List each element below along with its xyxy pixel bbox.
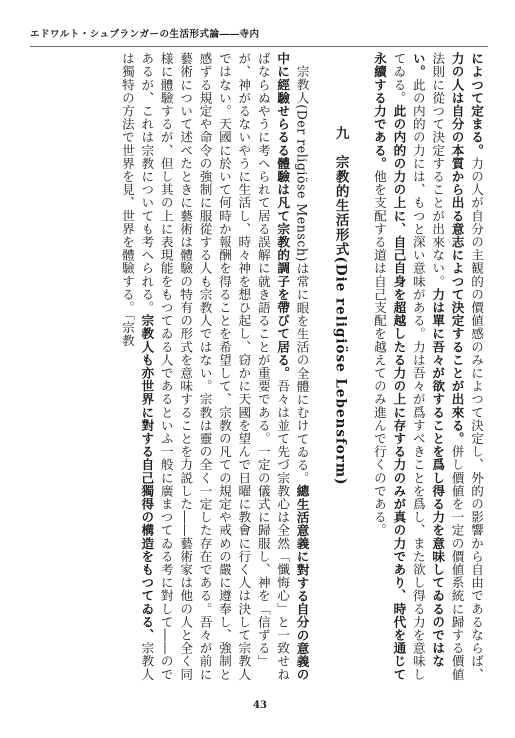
text-run: 他を支配する道は自己支配を越えてのみ進んで行くのである。 [371, 169, 387, 537]
page-number: 43 [253, 700, 267, 711]
text-run: 一定の儀式に歸服し、神を「信ずる」が、神がるないやうに生活し、時々神を想ひ起し、窃かに天國を望んで日曜に教會に行く人は決して宗教人ではない。 [216, 52, 271, 681]
text-run: 天國に於いて何時か報酬を得ることを希望して、宗教の凡ての規定や戒めの嚴に遵奉し、強制と感ずる規定や命令の強制に服從する人も宗教人ではない。 [197, 52, 232, 681]
text-run: 宗教人は獨特の方法で世界を見、世界を體驗する。「宗教 [119, 52, 155, 681]
text-run: 總生活意義に對する自分の意義の中に經驗せらるる體驗は凡て宗教的調子を帶びて居る。 [275, 52, 310, 681]
section-heading: 九 宗教的生活形式(Die religiöse Lebensform) [332, 126, 349, 486]
paragraph-religious [118, 52, 312, 682]
text-run: 宗教人も亦世界に對する自己獨得の構造をもつてゐる、 [139, 314, 155, 642]
text-run: 吾々は並て先づ宗教心は全然「懺悔心」と一致せねばならぬやうに考へられて居る誤解に就き語ることが重要である。 [255, 52, 291, 681]
text-run: 力の人は自分の本質から出る意志によつて決定することが出來る。 [449, 52, 465, 445]
text-run: によつて定まる。 [469, 52, 484, 157]
text-run: 此の内的の力の上に、自己自身を超越したる力の上に存する力のみが真の力であり、時代を通じて永續する力である。 [371, 52, 407, 681]
text-run: 宗教人(Der religiöse Mensch)は常に眼を生活の全體にむけてゐる。 [294, 64, 310, 485]
text-run: 併し價値を一定の價値系統に歸する價値法則に從つて決定することが出來ない。 [430, 52, 465, 681]
text-run: 宗教は靈の全く一定した存在である。吾々が前に藝術について述べたときに藝術は體驗の特有の形式を意味することを力説した――藝術家は他の人と全く同様に體驗するが、但し其の上に表現能をもつてゐる人であるといふ一般に廣まつてゐる考に對して――のであるが、これは宗教についても考へられる。 [139, 52, 213, 681]
text-run: 力は單に吾々が欲することを爲し得る力を意味してゐるのではない。 [410, 52, 446, 668]
header-rule [30, 46, 488, 47]
text-run: 力の人が自分の主観的の價値感のみによつて決定し、外的の影響から自由であるならば、 [469, 156, 484, 681]
running-header: エドワルト・シュプランガーの生活形式論――寺内 [30, 29, 260, 40]
body-text [40, 52, 486, 682]
paragraph-power [370, 52, 486, 682]
text-run: 此の内的の力には、もつと深い意味がある。力は吾々が爲すべきことを爲し、また欲し得る力を意味してゐる。 [391, 52, 426, 681]
